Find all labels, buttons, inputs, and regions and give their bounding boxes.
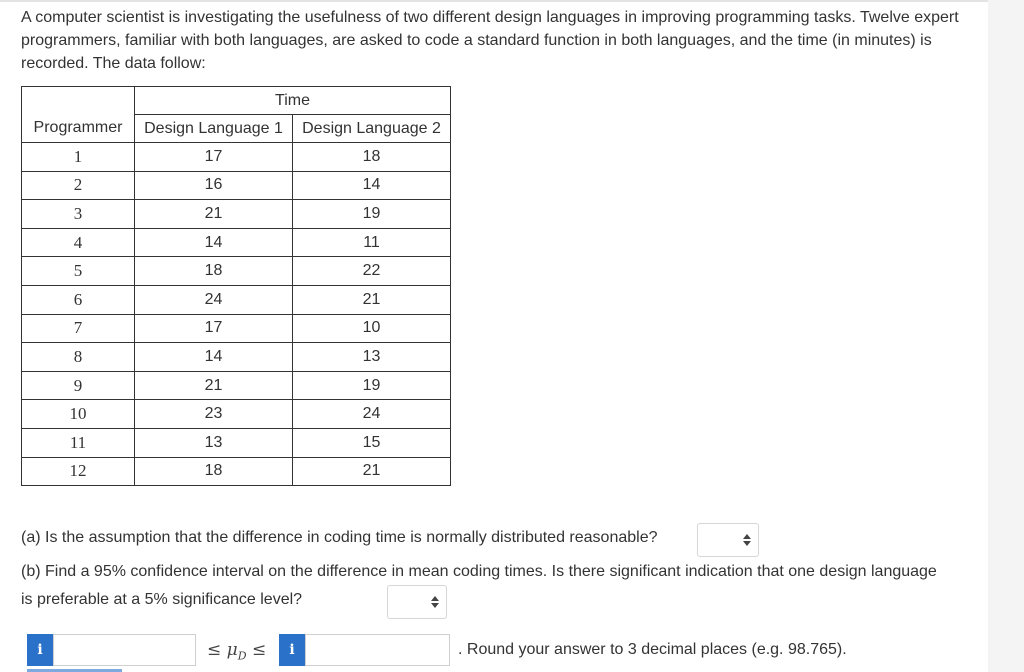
language-2-cell: 21 [293,285,451,314]
programmer-cell: 9 [22,371,135,400]
up-down-arrows-icon [431,596,439,608]
significance-select[interactable] [387,585,447,619]
language-2-cell: 24 [293,400,451,429]
info-icon[interactable]: i [279,634,305,666]
programmer-cell: 5 [22,257,135,286]
language-1-cell: 14 [135,343,293,372]
language-2-cell: 19 [293,200,451,229]
programmer-cell: 11 [22,428,135,457]
table-row [22,371,451,400]
up-down-arrows-icon [743,534,751,546]
design-language-2-header: Design Language 2 [293,115,451,143]
leq-symbol: ≤ [251,640,267,660]
language-2-cell: 18 [293,143,451,172]
programmer-cell: 10 [22,400,135,429]
table-row [22,285,451,314]
table-row [22,228,451,257]
language-1-cell: 23 [135,400,293,429]
language-1-cell: 16 [135,171,293,200]
language-1-cell: 17 [135,143,293,172]
rounding-instruction: . Round your answer to 3 decimal places (e.g. 98.765). [458,641,847,658]
language-2-cell: 10 [293,314,451,343]
language-1-cell: 21 [135,371,293,400]
language-2-cell: 13 [293,343,451,372]
question-b: (b) Find a 95% confidence interval on the difference in mean coding times. Is there significant indication that one design language is preferable at a 5% significance level? [21,563,937,608]
language-2-cell: 15 [293,428,451,457]
table-row [22,400,451,429]
programmer-cell: 7 [22,314,135,343]
data-table [21,86,451,486]
language-2-cell: 11 [293,228,451,257]
language-1-cell: 18 [135,457,293,486]
design-language-1-header: Design Language 1 [135,115,293,143]
programmer-cell: 4 [22,228,135,257]
language-2-cell: 19 [293,371,451,400]
language-2-cell: 22 [293,257,451,286]
language-1-cell: 18 [135,257,293,286]
language-1-cell: 13 [135,428,293,457]
table-row [22,343,451,372]
mu-subscript: D [237,649,247,663]
table-row [22,171,451,200]
table-row [22,428,451,457]
language-1-cell: 17 [135,314,293,343]
table-row [22,143,451,172]
language-1-cell: 14 [135,228,293,257]
mu-symbol: μ [226,640,238,660]
top-divider [0,0,1024,2]
table-corner [22,87,135,115]
question-a: (a) Is the assumption that the difference in coding time is normally distributed reasonable? [21,529,658,546]
upper-bound-input[interactable] [305,634,450,666]
table-row [22,200,451,229]
info-icon[interactable]: i [27,634,53,666]
table-row [22,314,451,343]
table-row [22,257,451,286]
problem-intro: A computer scientist is investigating the usefulness of two different design languages in improving programming tasks. Twelve expert programmers, familiar with both languages, are asked to code a standard function in both languages, and the time (in minutes) is recorded. The data follow: [21,9,959,72]
programmer-cell: 8 [22,343,135,372]
mu-d-inequality [207,636,266,670]
normality-select[interactable] [697,523,759,557]
programmer-header: Programmer [22,115,135,143]
programmer-cell: 1 [22,143,135,172]
programmer-cell: 3 [22,200,135,229]
page-gutter [988,0,1024,672]
time-header: Time [135,87,451,115]
lower-bound-input[interactable] [53,634,196,666]
language-2-cell: 14 [293,171,451,200]
leq-symbol: ≤ [207,640,222,660]
programmer-cell: 2 [22,171,135,200]
programmer-cell: 12 [22,457,135,486]
language-1-cell: 24 [135,285,293,314]
language-2-cell: 21 [293,457,451,486]
language-1-cell: 21 [135,200,293,229]
table-row [22,457,451,486]
programmer-cell: 6 [22,285,135,314]
